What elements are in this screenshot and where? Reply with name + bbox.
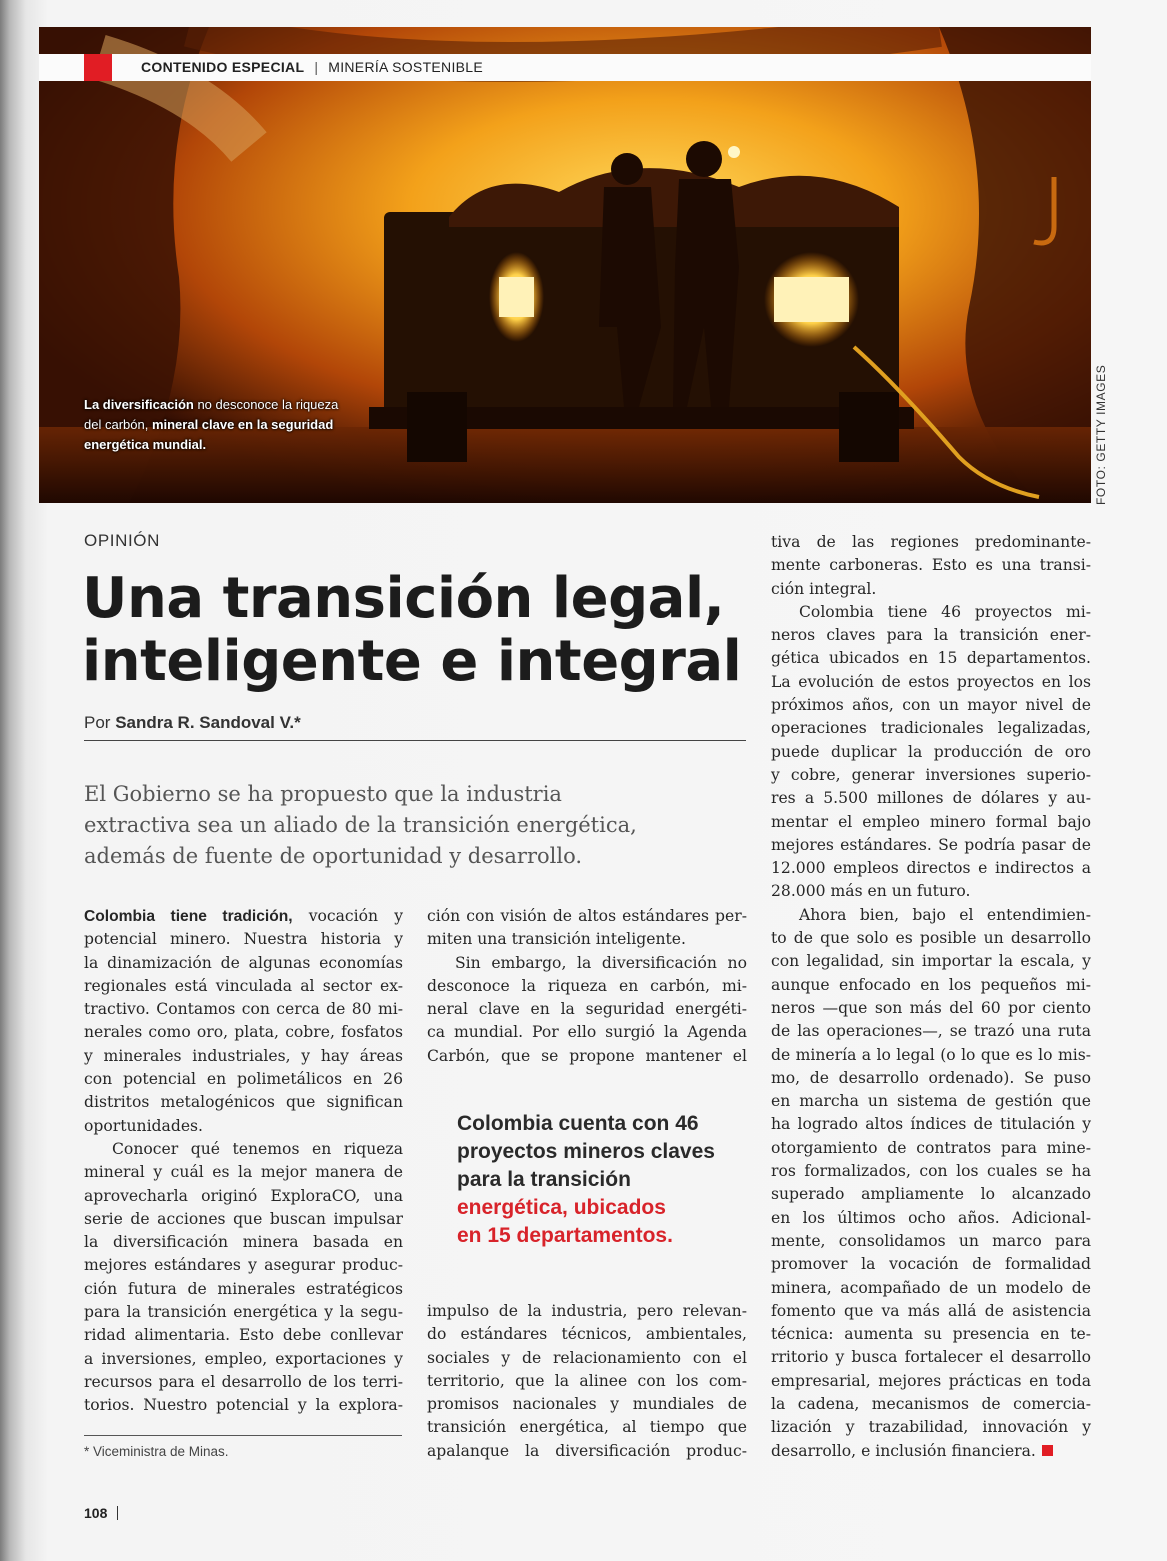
- photo-credit: FOTO: GETTY IMAGES: [1094, 364, 1108, 505]
- body-line: neros claves para la transición ener-: [771, 626, 1091, 645]
- body-line: desconoce la riqueza en carbón, mi-: [427, 976, 747, 995]
- pull-quote-line: Colombia cuenta con 46: [457, 1112, 699, 1135]
- body-text: desarrollo, e inclusión financiera.: [771, 1441, 1036, 1460]
- body-line: Sin embargo, la diversificación no: [455, 953, 747, 972]
- body-line: distritos metalogénicos que significan: [84, 1093, 403, 1112]
- body-column-1: [84, 905, 403, 1418]
- body-line: gética ubicados en 15 departamentos.: [771, 649, 1091, 668]
- lead-line: El Gobierno se ha propuesto que la industria: [84, 782, 562, 806]
- body-line: próximos años, con un mayor nivel de: [771, 696, 1091, 715]
- lead-line: extractiva sea un aliado de la transición energética,: [84, 813, 637, 837]
- body-line: a inversiones, empleo, exportaciones y: [84, 1349, 403, 1368]
- body-line: lización y trazabilidad, innovación y: [771, 1418, 1091, 1437]
- section-label-group: [141, 59, 483, 75]
- body-line: serie de acciones que buscan impulsar: [84, 1209, 403, 1228]
- body-line: ridad alimentaria. Esto debe conllevar: [84, 1326, 403, 1345]
- hero-photo: [39, 27, 1091, 503]
- body-text: vocación y: [292, 907, 404, 925]
- byline-prefix: Por: [84, 713, 111, 732]
- body-line: mo, de desarrollo ordenado). Se puso: [771, 1068, 1091, 1087]
- section-label: CONTENIDO ESPECIAL: [141, 59, 305, 75]
- body-line: aunque enfocado en los pequeños mi-: [771, 975, 1091, 994]
- section-topic: MINERÍA SOSTENIBLE: [328, 59, 484, 75]
- body-line: otorgamiento de contratos para mine-: [771, 1138, 1091, 1157]
- body-line: [84, 905, 403, 928]
- body-line: superado ampliamente lo alcanzado: [771, 1185, 1091, 1204]
- body-line: nerales como oro, plata, cobre, fosfatos: [84, 1023, 403, 1042]
- body-line: regionales está vinculada al sector ex-: [84, 976, 403, 995]
- body-line: potencial minero. Nuestra historia y: [84, 930, 403, 949]
- body-line: territorio, que la alinee con los com-: [427, 1371, 747, 1390]
- author-name: Sandra R. Sandoval V.*: [115, 713, 301, 732]
- body-line: promover la vocación de formalidad: [771, 1255, 1091, 1274]
- page-number-text: 108: [84, 1505, 108, 1521]
- body-line: ción integral.: [771, 579, 877, 598]
- body-line: mineral y cuál es la mejor manera de: [84, 1163, 403, 1182]
- article-headline: [82, 567, 762, 693]
- body-line: tractivo. Contamos con cerca de 80 mi-: [84, 1000, 403, 1019]
- article-lead: [84, 779, 744, 872]
- pull-quote: [457, 1110, 747, 1250]
- body-line: Ahora bien, bajo el entendimien-: [799, 905, 1091, 924]
- body-line: ha logrado altos índices de titulación y: [771, 1115, 1091, 1134]
- body-line: ros formalizados, con los cuales se ha: [771, 1162, 1091, 1181]
- body-line: neros —que son más del 60 por ciento: [771, 998, 1091, 1017]
- body-line: operaciones tradicionales legalizadas,: [771, 719, 1091, 738]
- body-line: sociales y de relacionamiento con el: [427, 1348, 747, 1367]
- body-line: rritorio y busca fortalecer el desarrollo: [771, 1348, 1091, 1367]
- body-line: puede duplicar la producción de oro: [771, 742, 1091, 761]
- footnote-rule: [84, 1435, 402, 1436]
- body-line: en marcha un sistema de gestión que: [771, 1092, 1091, 1111]
- pull-quote-line: para la transición: [457, 1168, 631, 1191]
- section-header: [39, 54, 1091, 81]
- footnote: * Viceministra de Minas.: [84, 1444, 229, 1459]
- body-line: con potencial en polimetálicos en 26: [84, 1070, 403, 1089]
- headline-line: inteligente e integral: [82, 629, 742, 694]
- body-line: torios. Nuestro potencial y la explora-: [84, 1396, 403, 1415]
- body-line: to de que solo es posible un desarrollo: [771, 929, 1091, 948]
- body-line: y minerales industriales, y hay áreas: [84, 1046, 403, 1065]
- folio-divider: [117, 1506, 118, 1520]
- body-line: de las operaciones—, se trazó una ruta: [771, 1022, 1091, 1041]
- body-line: impulso de la industria, pero relevan-: [427, 1302, 747, 1320]
- body-line: recursos para el desarrollo de los terri-: [84, 1372, 403, 1391]
- body-line: y cobre, generar inversiones superio-: [771, 765, 1091, 784]
- body-line: técnica: aumenta su presencia en te-: [771, 1325, 1091, 1344]
- body-line: transición energética, al tiempo que: [427, 1418, 747, 1437]
- body-line: miten una transición inteligente.: [427, 930, 686, 949]
- body-column-2-top: [427, 905, 747, 1068]
- body-line: ción con visión de altos estándares per-: [427, 907, 747, 925]
- body-line: minera, acompañado de un modelo de: [771, 1278, 1091, 1297]
- lead-in-bold: Colombia tiene tradición,: [84, 908, 293, 925]
- body-line: mejores estándares. Se podría pasar de: [771, 835, 1091, 854]
- body-line: mentar el empleo minero formal bajo: [771, 812, 1091, 831]
- body-line: 12.000 empleos directos e indirectos a: [771, 859, 1091, 878]
- body-line: mente, consolidamos un marco para: [771, 1231, 1091, 1250]
- body-line: aprovecharla originó ExploraCO, una: [84, 1186, 403, 1205]
- body-line: fomento que va más allá de asistencia: [771, 1301, 1091, 1320]
- body-line: res a 5.500 millones de dólares y au-: [771, 789, 1091, 808]
- body-column-3: [771, 531, 1091, 1463]
- body-line: empresarial, mejores prácticas en toda: [771, 1371, 1091, 1390]
- section-accent-block: [84, 54, 112, 81]
- body-line: con legalidad, sin importar la escala, y: [771, 952, 1091, 971]
- pull-quote-highlight: energética, ubicados: [457, 1196, 666, 1219]
- body-line: neral clave en la seguridad energéti-: [427, 1000, 747, 1019]
- body-line: 28.000 más en un futuro.: [771, 882, 971, 901]
- pull-quote-line: proyectos mineros claves: [457, 1140, 715, 1163]
- body-line: ca mundial. Por ello surgió la Agenda: [427, 1023, 747, 1042]
- caption-text: no desconoce la riqueza del carbón,: [84, 397, 339, 432]
- body-line: promisos nacionales y mundiales de: [427, 1395, 747, 1414]
- header-rule: [84, 740, 746, 741]
- byline: [84, 713, 301, 733]
- body-line: tiva de las regiones predominante-: [771, 533, 1091, 551]
- body-line: Colombia tiene 46 proyectos mi-: [799, 602, 1091, 621]
- body-line: la cadena, mecanismos de comercia-: [771, 1394, 1091, 1413]
- lead-line: además de fuente de oportunidad y desarrollo.: [84, 844, 583, 868]
- headline-line: Una transición legal,: [82, 566, 725, 631]
- caption-bold-2: mineral clave en la seguridad energética mundial.: [84, 417, 334, 452]
- body-line: la dinamización de algunas economías: [84, 953, 403, 972]
- end-mark-icon: [1042, 1445, 1053, 1456]
- body-line: en los últimos ocho años. Adicional-: [771, 1208, 1091, 1227]
- page-number: [84, 1505, 118, 1521]
- body-line: ción futura de minerales estratégicos: [84, 1279, 403, 1298]
- body-line: do estándares técnicos, ambientales,: [427, 1325, 747, 1344]
- caption-bold-1: La diversificación: [84, 397, 194, 412]
- body-line: Conocer qué tenemos en riqueza: [112, 1139, 403, 1158]
- body-line: mejores estándares y asegurar produc-: [84, 1256, 403, 1275]
- article-kicker: OPINIÓN: [84, 531, 160, 550]
- body-line: de minería a lo legal (o lo que es lo mis-: [771, 1045, 1091, 1064]
- body-line: mente carboneras. Esto es una transi-: [771, 556, 1091, 575]
- pull-quote-highlight: en 15 departamentos.: [457, 1224, 673, 1247]
- body-line: La evolución de estos proyectos en los: [771, 672, 1091, 691]
- body-line: para la transición energética y la segu-: [84, 1303, 403, 1322]
- body-line-final: [771, 1440, 1091, 1463]
- section-divider: |: [314, 59, 319, 75]
- photo-caption: [84, 395, 344, 455]
- body-line: Carbón, que se propone mantener el: [427, 1046, 747, 1065]
- body-line: apalanque la diversificación produc-: [427, 1441, 747, 1460]
- body-line: oportunidades.: [84, 1116, 204, 1135]
- body-line: la diversificación minera basada en: [84, 1233, 403, 1252]
- body-column-2-bottom: [427, 1300, 747, 1463]
